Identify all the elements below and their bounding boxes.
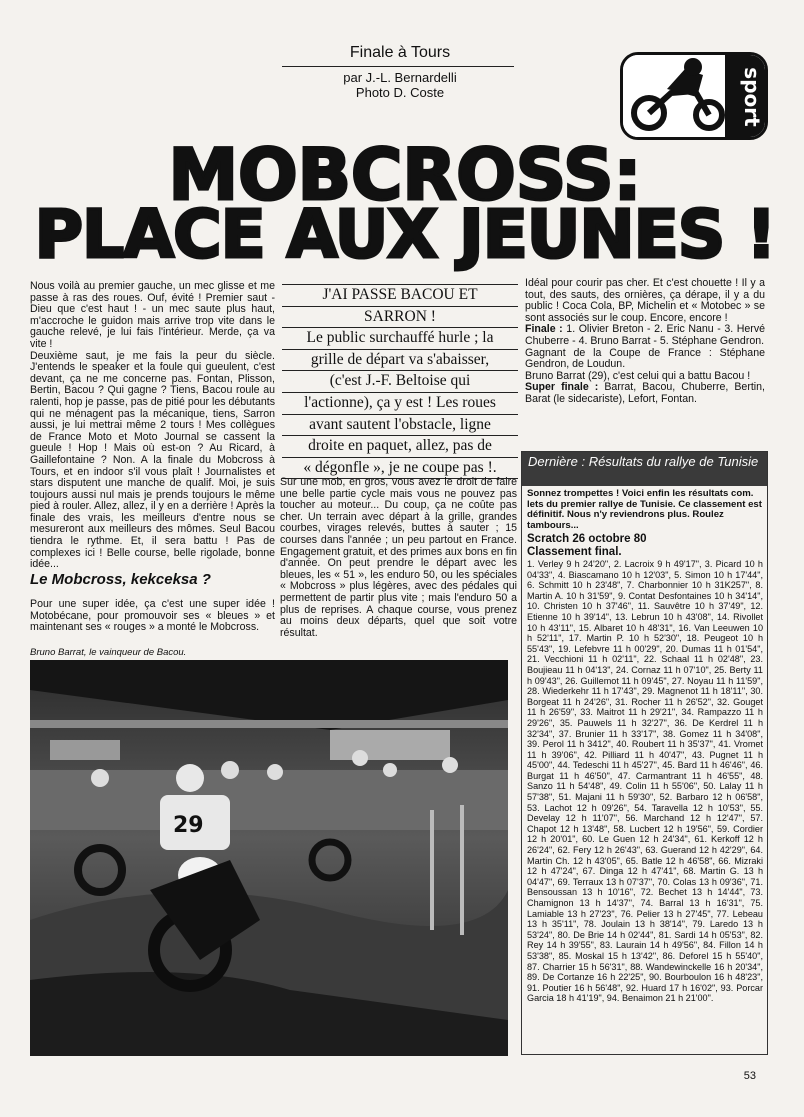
results-heading: Dernière : Résultats du rallye de Tunisie (522, 452, 767, 486)
paragraph: Nous voilà au premier gauche, un mec glisse et me passe à ras des roues. Ouf, évité ! Premier saut - Dieu que c'est haut ! - un mec saute plus haut, m'accroche le guidon mais arrive trop vite dans le gauche relevé, je lui fais l'intérieur. Merde, ça va vite ! (30, 280, 275, 350)
section-title: Finale à Tours (349, 44, 451, 61)
race-photo (30, 660, 508, 1056)
paragraph: Pour une super idée, ça c'est une super idée ! Motobécane, pour promouvoir ses « bleues » et maintenant ses « rouges » a monté le Mobcross. (30, 598, 275, 634)
finale-text: 1. Olivier Breton - 2. Eric Nanu - 3. Hervé Chuberre - 4. Bruno Barrat - 5. Stéphane Gendron. (525, 323, 766, 347)
article-column-1 (30, 281, 275, 571)
scratch-date: Scratch 26 octobre 80 (527, 533, 647, 545)
page-number: 53 (743, 1070, 756, 1082)
pull-quote-line: avant sautent l'obstacle, ligne (282, 415, 518, 437)
superfinale-label: Super finale : (525, 381, 599, 394)
results-subheading (527, 533, 647, 558)
article-column-3 (525, 278, 765, 406)
classement-title: Classement final. (527, 545, 622, 558)
results-intro: Sonnez trompettes ! Voici enfin les résultats com. lets du premier rallye de Tunisie. Ce classement est définitif. Nous n'y reviendrons plus. Roulez tambours... (527, 488, 762, 531)
headline-line-1: MOBCROSS: (168, 134, 642, 216)
logo-text: sport (740, 67, 764, 127)
pull-quote-line: (c'est J.-F. Beltoise qui (282, 371, 518, 393)
sport-logo (620, 52, 768, 140)
pull-quote-line: J'AI PASSE BACOU ET (282, 284, 518, 307)
header-divider (282, 66, 514, 67)
finale-results (525, 324, 765, 347)
paragraph: Deuxième saut, je me fais la peur du siècle. J'entends le speaker et la foule qui gueulent, c'est devant, ça ne me concerne pas. Fontan, Plisson, Bertin, Bacou ? Qui gagne ? Tiens, Bacou roule au ralenti, hop je passe, pas de pitié pour les débutants qui ne ménagent pas la mécanique, tiens, Sarron aussi, je lui mettrai même 2 tours ! Mes collègues de France Moto et Moto Journal se cassent la gueule ! Hop ! Mais où est-on ? Au Ricard, à Gaillefontaine ? Non. A la finale du Mobcross à Tours, et en indoor s'il vous plaît ! Journalistes et stars disputent une manche de qualif. Moi, je suis toujours aussi nul mais je prends toujours le même pied à rouler. Allez, allez, il y en a derrière ! Après la finale des vrais, les meilleurs d'entre nous se mesureront aux meilleurs des mômes. Seul Bacou tiendra le rythme. Et, il sera battu ! Pas de complexes ici ! Belle course, belle rigolade, bonne idée... (30, 349, 275, 571)
superfinale-results (525, 382, 765, 405)
paragraph: Bruno Barrat (29), c'est celui qui a battu Bacou ! (525, 369, 751, 382)
byline (300, 70, 500, 100)
photo-credit: Photo D. Coste (355, 85, 445, 100)
article-column-1-continued (30, 599, 275, 634)
motocross-rider-icon (623, 55, 765, 137)
motocross-photo-illustration (30, 660, 508, 1056)
finale-label: Finale : (525, 323, 563, 336)
paragraph: Gagnant de la Coupe de France : Stéphane Gendron, de Loudun. (525, 346, 765, 371)
pull-quote (282, 284, 518, 479)
rider-bib-number: 29 (173, 813, 204, 838)
paragraph: Sur une mob, en gros, vous avez le droit de faire une belle partie cycle mais vous ne pouvez pas toucher au moteur... Du coup, ça ne coûte pas cher. Un terrain avec départ à la grille, grandes courbes, virages relevés, buttes à sauter ; 15 courses dans l'année ; un peu partout en France. Engagement gratuit, et des primes aux bons en fin d'année. On peut prendre le départ avec les bleues, les « 51 », les enduro 50, ou les spéciales « Mobcross » plus légères, avec des pédales qui permettent de partir plus vite ; mais l'enduro 50 a plus de reprises. A chaque course, vous prenez au moins deux départs, quel que soit votre résultat. (280, 476, 517, 639)
headline-line-2: PLACE AUX JEUNES ! (34, 196, 776, 273)
subheading: Le Mobcross, kekceksa ? (30, 571, 211, 588)
pull-quote-line: SARRON ! (282, 307, 518, 329)
article-column-2 (280, 477, 517, 639)
pull-quote-line: grille de départ va s'abaisser, (282, 350, 518, 372)
pull-quote-line: Le public surchauffé hurle ; la (282, 328, 518, 350)
results-box (521, 451, 768, 1055)
results-list: 1. Verley 9 h 24'20", 2. Lacroix 9 h 49'17", 3. Picard 10 h 04'33", 4. Biascamano 10 h 12'03", 5. Simon 10 h 17'44", 6. Schmitt 10 h 23'48", 7. Charbonnier 10 h 31K257", 8. Martin A. 10 h 31'59", 9. Contat Desfontaines 10 h 34'14", 10. Christen 10 h 37'46", 11. Sauvêtre 10 h 37'49", 12. Etienne 10 h 39'14", 13. Lebrun 10 h 43'08", 14. Rivollet 10 h 43'11", 15. Albaret 10 h 48'31", 16. Van Leeuwen 10 h 52'11", 17. Martin P. 10 h 52'30", 18. Peugeot 10 h 55'43", 19. Lefebvre 11 h 00'29", 20. Dumas 11 h 01'54", 21. Vecchioni 11 h 02'11", 22. Schaal 11 h 02'48", 23. Boujieau 11 h 04'13", 24. Cornaz 11 h 07'10", 25. Berty 11 h 09'43", 26. Guillemot 11 h 09'45", 27. Noyau 11 h 11'59", 28. Wiederkehr 11 h 17'43", 29. Magnenot 11 h 18'11", 30. Borgeat 11 h 24'26", 31. Rocher 11 h 26'52", 32. Gouget 11 h 26'59", 33. Maitrot 11 h 29'21", 34. Rampazzo 11 h 29'26", 35. Pauwels 11 h 32'27", 36. De Kerdrel 11 h 32'34", 37. Brunier 11 h 33'17", 38. Gomez 11 h 34'08", 39. Perol 11 h 3412", 40. Roubert 11 h 35'37", 41. Vromet 11 h 39'06", 42. Pilliard 11 h 40'47", 43. Pugnet 11 h 45'00", 44. Tedeschi 11 h 45'27", 45. Bard 11 h 46'46", 46. Burgat 11 h 46'50", 47. Carmantrant 11 h 46'55", 48. Sanzo 11 h 54'48", 49. Colin 11 h 55'06", 50. Lalay 11 h 57'38", 51. Majani 11 h 59'30", 52. Barbaro 12 h 06'58", 53. Lachot 12 h 09'26", 54. Taravella 12 h 10'53", 55. Develay 12 h 11'07", 56. Marchand 12 h 12'47", 57. Chapot 12 h 13'48", 58. Lucbert 12 h 19'56", 59. Cordier 12 h 20'01", 60. Le Guen 12 h 24'34", 61. Kerkoff 12 h 26'24", 62. Fery 12 h 26'43", 63. Guerand 12 h 42'29", 64. Martin Ch. 12 h 43'05", 65. Batle 12 h 46'58", 66. Mizraki 12 h 47'24", 67. Dinga 12 h 47'41", 68. Martin G. 13 h 04'47", 69. Terraux 13 h 07'37", 70. Colas 13 h 09'36", 71. Bensoussan 13 h 10'16", 72. Bechet 13 h 14'44", 73. Chamignon 13 h 14'37", 74. Barral 13 h 16'31", 75. Lamiable 13 h 27'23", 76. Pelier 13 h 27'45", 77. Lebeau 13 h 35'11", 78. Joulain 13 h 38'14", 79. Laredo 13 h 53'24", 80. De Brie 14 h 02'44", 81. Sardi 14 h 05'53", 82. Rey 14 h 39'55", 83. Laurain 14 h 49'56", 84. Fillon 14 h 53'38", 85. Moskal 15 h 13'42", 86. Deforel 15 h 55'40", 87. Charrier 15 h 56'31", 88. Wandewinckelle 16 h 20'34", 89. De Cortanze 16 h 22'25", 90. Bourboulon 16 h 48'23", 91. Poutier 16 h 56'48", 92. Huard 17 h 16'02", 93. Porcar Garcia 18 h 41'19", 94. Benaimon 21 h 21'00". (527, 559, 763, 1004)
superfinale-text: Barrat, Bacou, Chuberre, Bertin, Barat (le sidecariste), Lefort, Fontan. (525, 381, 765, 405)
paragraph: Idéal pour courir pas cher. Et c'est chouette ! Il y a tout, des sauts, des ornières, ça dérape, il y a du public ! Coca Cola, BP, Michelin et « Motobec » se sont associés sur le coup. Encore, encore ! (525, 277, 765, 324)
pull-quote-line: « dégonfle », je ne coupe pas !. (282, 458, 518, 480)
pull-quote-line: droite en paquet, allez, pas de (282, 436, 518, 458)
pull-quote-line: l'actionne), ça y est ! Les roues (282, 393, 518, 415)
photo-caption: Bruno Barrat, le vainqueur de Bacou. (30, 647, 187, 658)
author-line: par J.-L. Bernardelli (343, 70, 457, 85)
